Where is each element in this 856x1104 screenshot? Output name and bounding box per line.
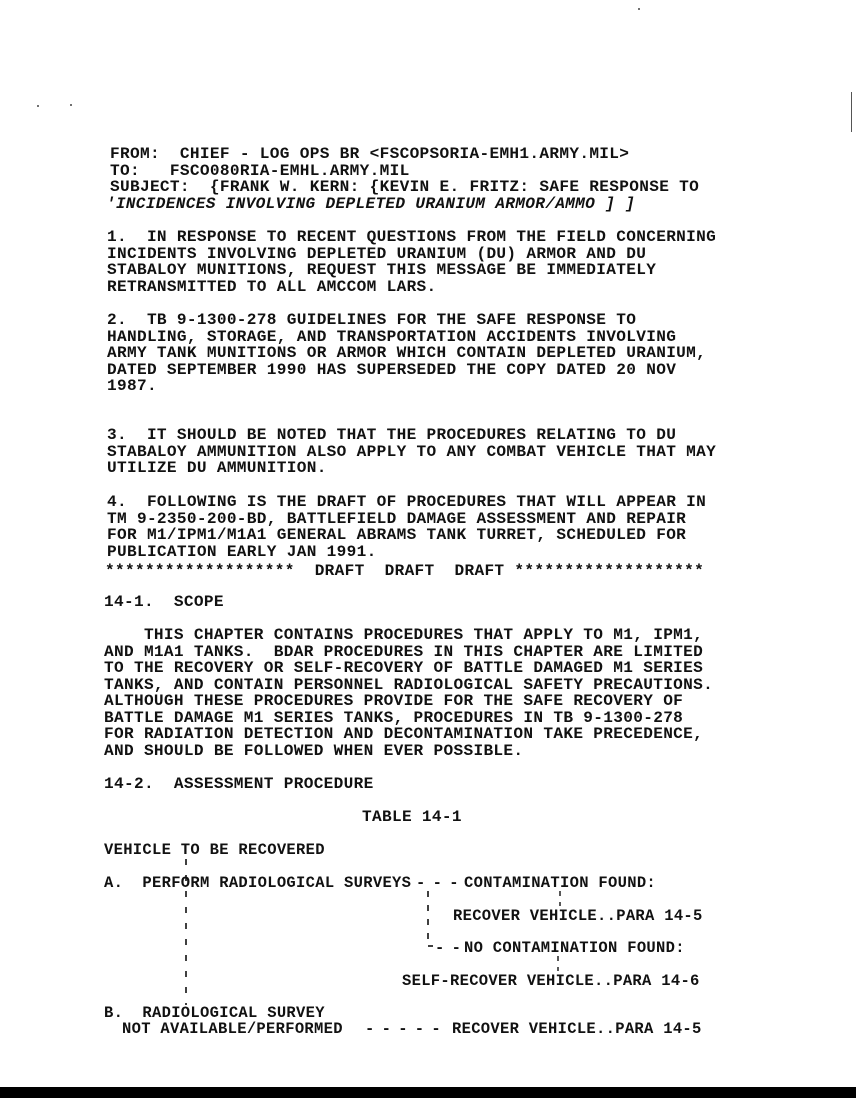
text-line: INCIDENTS INVOLVING DEPLETED URANIUM (DU) ARMOR AND DU (107, 244, 647, 263)
text-line: FOR M1/IPM1/M1A1 GENERAL ABRAMS TANK TURRET, SCHEDULED FOR (107, 526, 687, 544)
text-line: THIS CHAPTER CONTAINS PROCEDURES THAT APPLY TO M1, IPM1, (104, 626, 704, 644)
flow-step-b-continued: NOT AVAILABLE/PERFORMED (122, 1020, 343, 1038)
scan-bottom-border (0, 1087, 856, 1098)
text-line: BATTLE DAMAGE M1 SERIES TANKS, PROCEDURES IN TB 9-1300-278 (104, 708, 684, 727)
text-line: TO THE RECOVERY OR SELF-RECOVERY OF BATTLE DAMAGED M1 SERIES (104, 659, 704, 677)
section-14-1-heading: 14-1. SCOPE (104, 593, 224, 611)
text-line: 4. FOLLOWING IS THE DRAFT OF PROCEDURES THAT WILL APPEAR IN (107, 493, 707, 511)
text-line: 1987. (107, 377, 157, 395)
subject-value: {FRANK W. KERN: {KEVIN E. FRITZ: SAFE RESPONSE TO (209, 178, 700, 196)
text-line: FOR RADIATION DETECTION AND DECONTAMINATION TAKE PRECEDENCE, (104, 725, 704, 743)
text-line: TM 9-2350-200-BD, BATTLEFIELD DAMAGE ASSESSMENT AND REPAIR (107, 509, 687, 528)
flow-leader: - - - (416, 874, 458, 892)
text-line: STABALOY AMMUNITION ALSO APPLY TO ANY COMBAT VEHICLE THAT MAY (107, 442, 717, 461)
text-line: ALTHOUGH THESE PROCEDURES PROVIDE FOR THE SAFE RECOVERY OF (104, 692, 684, 710)
flow-contamination-found: CONTAMINATION FOUND: (464, 874, 657, 892)
subject-continuation: 'INCIDENCES INVOLVING DEPLETED URANIUM ARMOR/AMMO ] ] (105, 194, 636, 213)
flow-leader: - - (435, 939, 460, 957)
from-label: FROM: (110, 145, 160, 163)
text-line: HANDLING, STORAGE, AND TRANSPORTATION ACCIDENTS INVOLVING (107, 327, 677, 346)
flow-recover-vehicle-b: RECOVER VEHICLE..PARA 14-5 (452, 1020, 702, 1038)
text-line: 2. TB 9-1300-278 GUIDELINES FOR THE SAFE RESPONSE TO (107, 311, 637, 329)
text-line: AND M1A1 TANKS. BDAR PROCEDURES IN THIS CHAPTER ARE LIMITED (104, 642, 704, 661)
to-value: FSCO080RIA-EMHL.ARMY.MIL (169, 161, 410, 180)
flow-start: VEHICLE TO BE RECOVERED (104, 841, 325, 859)
to-label: TO: (110, 161, 140, 180)
text-line: 3. IT SHOULD BE NOTED THAT THE PROCEDURES RELATING TO DU (107, 426, 677, 444)
section-14-2-heading: 14-2. ASSESSMENT PROCEDURE (104, 775, 374, 793)
flow-no-contamination-found: NO CONTAMINATION FOUND: (464, 939, 685, 957)
text-line: DATED SEPTEMBER 1990 HAS SUPERSEDED THE COPY DATED 20 NOV (107, 360, 677, 379)
flow-recover-vehicle-a: RECOVER VEHICLE..PARA 14-5 (453, 907, 703, 925)
text-line: RETRANSMITTED TO ALL AMCCOM LARS. (107, 277, 437, 296)
text-line: TANKS, AND CONTAIN PERSONNEL RADIOLOGICAL SAFETY PRECAUTIONS. (104, 675, 714, 694)
draft-banner: ******************* DRAFT DRAFT DRAFT ******************* (105, 562, 705, 580)
from-value: CHIEF - LOG OPS BR <FSCOPSORIA-EMH1.ARMY.MIL> (179, 145, 630, 163)
flow-self-recover-vehicle: SELF-RECOVER VEHICLE..PARA 14-6 (402, 972, 700, 990)
text-line: PUBLICATION EARLY JAN 1991. (107, 542, 377, 561)
flow-step-b: B. RADIOLOGICAL SURVEY (104, 1004, 325, 1022)
text-line: STABALOY MUNITIONS, REQUEST THIS MESSAGE BE IMMEDIATELY (107, 261, 657, 279)
text-line: AND SHOULD BE FOLLOWED WHEN EVER POSSIBLE. (104, 741, 524, 760)
text-line: ARMY TANK MUNITIONS OR ARMOR WHICH CONTAIN DEPLETED URANIUM, (107, 344, 707, 362)
flow-step-a: A. PERFORM RADIOLOGICAL SURVEYS (104, 874, 412, 892)
text-line: 1. IN RESPONSE TO RECENT QUESTIONS FROM THE FIELD CONCERNING (107, 228, 717, 246)
table-title: TABLE 14-1 (362, 808, 462, 826)
subject-label: SUBJECT: (110, 178, 190, 196)
text-line: UTILIZE DU AMMUNITION. (107, 459, 327, 477)
flow-leader: - - - - - (365, 1020, 440, 1038)
